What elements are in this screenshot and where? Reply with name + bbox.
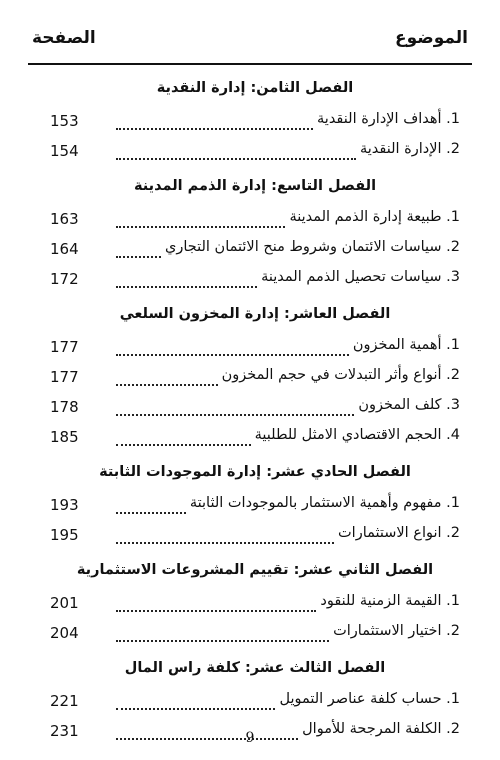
toc-entry[interactable]	[50, 108, 460, 138]
entry-label: 1. أهمية المخزون	[347, 337, 460, 353]
toc-entry[interactable]	[50, 206, 460, 236]
entry-page-number: 195	[50, 526, 79, 544]
entry-label: 1. مفهوم وأهمية الاستثمار بالموجودات الثابتة	[184, 495, 460, 511]
chapter-spacer	[50, 454, 460, 462]
header-divider	[28, 63, 472, 65]
chapter-title: الفصل الثامن: إدارة النقدية	[156, 80, 354, 96]
dot-leader	[116, 206, 285, 228]
chapter-title: الفصل الحادي عشر: إدارة الموجودات الثابتة	[99, 464, 411, 480]
chapter-spacer	[50, 552, 460, 560]
entry-label: 4. الحجم الاقتصادي الامثل للطلبية	[249, 427, 460, 443]
entry-page-number: 153	[50, 112, 79, 130]
dot-leader	[116, 108, 313, 130]
entry-page-number: 178	[50, 398, 79, 416]
page-column-label: الصفحة	[32, 28, 96, 48]
entry-label: 3. سياسات تحصيل الذمم المدينة	[255, 269, 460, 285]
dot-leader	[116, 590, 316, 612]
dot-leader	[116, 236, 161, 258]
entry-page-number: 154	[50, 142, 79, 160]
entry-page-number: 185	[50, 428, 79, 446]
toc-entry[interactable]	[50, 394, 460, 424]
toc-header	[32, 28, 468, 58]
entry-label: 1. حساب كلفة عناصر التمويل	[273, 691, 460, 707]
toc-entry[interactable]	[50, 334, 460, 364]
subject-column-label: الموضوع	[395, 28, 468, 48]
entry-page-number: 164	[50, 240, 79, 258]
entry-page-number: 193	[50, 496, 79, 514]
toc-entry[interactable]	[50, 424, 460, 454]
entry-label: 3. كلف المخزون	[352, 397, 460, 413]
entry-label: 2. الإدارة النقدية	[354, 141, 460, 157]
entry-label: 2. الكلفة المرجحة للأموال	[296, 721, 460, 737]
dot-leader	[116, 424, 251, 446]
dot-leader	[116, 620, 329, 642]
toc-entry[interactable]	[50, 138, 460, 168]
entry-page-number: 177	[50, 338, 79, 356]
entry-label: 1. أهداف الإدارة النقدية	[311, 111, 460, 127]
dot-leader	[116, 334, 349, 356]
dot-leader	[116, 394, 354, 416]
toc-entry[interactable]	[50, 364, 460, 394]
dot-leader	[116, 266, 257, 288]
entry-label: 1. طبيعة إدارة الذمم المدينة	[283, 209, 460, 225]
chapter-title: الفصل التاسع: إدارة الذمم المدينة	[133, 178, 377, 194]
entry-label: 2. سياسات الائتمان وشروط منح الائتمان التجاري	[159, 239, 460, 255]
toc-entry[interactable]	[50, 620, 460, 650]
chapter-spacer	[50, 650, 460, 658]
entry-page-number: 172	[50, 270, 79, 288]
chapter-title: الفصل الثاني عشر: تقييم المشروعات الاستثمارية	[76, 562, 434, 578]
entry-page-number: 221	[50, 692, 79, 710]
chapter-title: الفصل العاشر: إدارة المخزون السلعي	[119, 306, 391, 322]
entry-page-number: 204	[50, 624, 79, 642]
dot-leader	[116, 138, 356, 160]
chapter-title: الفصل الثالث عشر: كلفة راس المال	[124, 660, 386, 676]
toc-entry[interactable]	[50, 590, 460, 620]
toc-entry[interactable]	[50, 522, 460, 552]
toc-entry[interactable]	[50, 266, 460, 296]
toc-entry[interactable]	[50, 688, 460, 718]
entry-label: 2. اختيار الاستثمارات	[327, 623, 460, 639]
page-number: 9	[245, 730, 255, 746]
dot-leader	[116, 364, 218, 386]
entry-page-number: 231	[50, 722, 79, 740]
entry-page-number: 163	[50, 210, 79, 228]
chapter-spacer	[50, 168, 460, 176]
entry-page-number: 201	[50, 594, 79, 612]
dot-leader	[116, 492, 186, 514]
chapter-spacer	[50, 296, 460, 304]
toc-entry[interactable]	[50, 236, 460, 266]
dot-leader	[116, 688, 275, 710]
table-of-contents	[50, 78, 460, 748]
entry-label: 2. أنواع وأثر التبدلات في حجم المخزون	[216, 367, 460, 383]
entry-page-number: 177	[50, 368, 79, 386]
entry-label: 2. انواع الاستثمارات	[332, 525, 460, 541]
toc-entry[interactable]	[50, 492, 460, 522]
dot-leader	[116, 522, 334, 544]
entry-label: 1. القيمة الزمنية للنقود	[314, 593, 460, 609]
